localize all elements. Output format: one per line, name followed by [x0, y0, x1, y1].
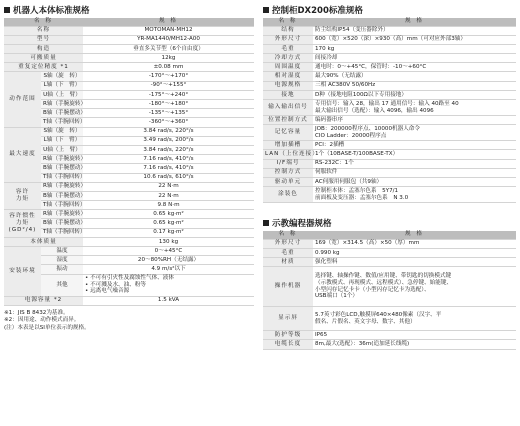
env-other-label: 其他 — [41, 274, 83, 296]
row-value: 伺服软件 — [313, 168, 516, 177]
row-label: 毛重 — [263, 44, 313, 53]
square-bullet-icon — [4, 7, 10, 13]
row-value: IP65 — [313, 331, 516, 340]
row-label: 接地 — [263, 90, 313, 99]
axis-label: T轴（手腕回转） — [43, 201, 86, 208]
axis-label: R轴（手腕旋转） — [43, 183, 87, 190]
axis-value: 3.84 rad/s, 220°/s — [83, 145, 254, 154]
env-item-value: 4.9 m/s²以下 — [83, 265, 254, 274]
axis-value: 7.16 rad/s, 410°/s — [83, 155, 254, 164]
env-item-label: 振动 — [41, 265, 83, 274]
controller-spec-section — [263, 4, 516, 350]
row-label: 名称 — [4, 26, 83, 35]
axis-label: U轴（上 臂） — [41, 145, 83, 154]
row-label: 冷却方式 — [263, 54, 313, 63]
row-value: ±0.08 mm — [83, 63, 254, 72]
row-label: 外形尺寸 — [263, 239, 313, 248]
row-label: 毛重 — [263, 248, 313, 257]
row-value: YR-MA1440/MH12-A00 — [83, 35, 254, 44]
io-value: 专用信号：输入 28，输出 17 通用信号：输入 40路至 40 最大输出信号（选配）：输入 4096，输出 4096 — [313, 100, 516, 116]
row-value: 防尘结构IP54（变压器除外） — [313, 26, 516, 35]
axis-value: 7.16 rad/s, 410°/s — [83, 164, 254, 173]
row-value: PCI：2插槽 — [313, 141, 516, 150]
row-value: 170 kg — [313, 44, 516, 53]
row-label: 位置控制方式 — [263, 116, 313, 125]
axis-label: R轴（手腕旋转） — [43, 100, 87, 107]
row-label: 可搬质量 — [4, 54, 83, 63]
axis-value: 0.65 kg·m² — [83, 210, 254, 219]
paint-value: 控制柜本体：孟塞尔色系 5Y7/1 前面板及变压器：孟塞尔色系 N 3.0 — [313, 187, 516, 203]
axis-label: L轴（下 臂） — [41, 81, 83, 90]
header-spec: 规 格 — [83, 18, 254, 26]
row-value: AC伺服用伺服包（共9轴） — [313, 177, 516, 186]
header-name: 名 称 — [263, 231, 313, 239]
row-value: 最大90%（无结露） — [313, 72, 516, 81]
axis-value: -360°～+360° — [83, 118, 254, 127]
row-label: 结构 — [263, 26, 313, 35]
row-value: 12kg — [83, 54, 254, 63]
axis-label: L轴（下 臂） — [41, 136, 83, 145]
axis-value: 3.84 rad/s, 220°/s — [83, 127, 254, 136]
row-label: 重复定位精度 *1 — [4, 63, 83, 72]
row-label: 电缆长度 — [263, 340, 313, 349]
power-value: 1.5 kVA — [83, 296, 254, 305]
axis-label: R轴（手腕旋转） — [43, 210, 87, 217]
row-value: 600（宽）×520（深）×930（高）mm（可对应外部3轴） — [313, 35, 516, 44]
row-label: 相对湿度 — [263, 72, 313, 81]
row-label: 周围温度 — [263, 63, 313, 72]
axis-label: B轴（手腕摆动） — [43, 109, 86, 116]
row-value: D种（接地电阻100Ω以下专用接地） — [313, 90, 516, 99]
inertia-label: 容许惯性 力矩 (GD²/4) — [4, 210, 41, 238]
env-item-value: 0～+45°C — [83, 247, 254, 256]
axis-label: B轴（手腕摆动） — [43, 220, 86, 227]
teach-pendant-title: 示教编程器规格 — [263, 217, 516, 231]
row-value: 强化塑料 — [313, 258, 516, 267]
range-label: 动作范围 — [4, 72, 41, 127]
row-value: 通电时：0～+45°C，保管时：-10～+60°C — [313, 63, 516, 72]
display-value: 5.7英寸彩色LCD,触摸屏640×480像素（汉字、平 假名、片假名、英文字母、数字、其他） — [313, 307, 516, 331]
moment-label: 容许 力矩 — [4, 182, 41, 210]
axis-value: -175°～+240° — [83, 90, 254, 99]
axis-label: T轴（手腕回转） — [43, 229, 86, 236]
memory-label: 记忆容量 — [263, 125, 313, 141]
axis-value: -180°～+180° — [83, 100, 254, 109]
row-label: 外形尺寸 — [263, 35, 313, 44]
axis-label: S轴（旋 转） — [41, 72, 83, 81]
header-name: 名 称 — [4, 18, 83, 26]
controller-spec-table — [263, 18, 516, 203]
env-item-label: 温度 — [41, 247, 83, 256]
robot-spec-title: 机器人本体标准规格 — [4, 4, 254, 18]
row-value: 8m,最大(选配）：36m(追加延长线缆) — [313, 340, 516, 349]
row-label: 控制方式 — [263, 168, 313, 177]
axis-label: T轴（手腕回转） — [43, 174, 86, 181]
env-item-value: 20～80%RH（无结露） — [83, 256, 254, 265]
robot-spec-section — [4, 4, 254, 332]
header-spec: 规 格 — [313, 18, 516, 26]
row-label: 驱动单元 — [263, 177, 313, 186]
header-spec: 规 格 — [313, 231, 516, 239]
axis-value: 9.8 N·m — [83, 201, 254, 210]
power-label: 电源容量 *2 — [4, 296, 83, 305]
footnotes: ※1：JIS B 8432为基准。 ※2：因用途、动作模式而异。 (注）本表是以SI单位表示的规格。 — [4, 309, 90, 331]
axis-label: S轴（旋 转） — [41, 127, 83, 136]
robot-spec-table — [4, 18, 254, 306]
op-label: 操作机器 — [263, 267, 313, 307]
row-value: 169（宽）×314.5（高）×50（厚）mm — [313, 239, 516, 248]
row-label: 材质 — [263, 258, 313, 267]
axis-value: 0.17 kg·m² — [83, 228, 254, 237]
row-value: 垂直多关节型（6个自由度） — [83, 44, 254, 53]
env-label: 安装环境 — [4, 247, 41, 297]
axis-value: 0.65 kg·m² — [83, 219, 254, 228]
paint-label: 涂装色 — [263, 187, 313, 203]
axis-label: T轴（手腕回转） — [43, 119, 86, 126]
header-name: 名 称 — [263, 18, 313, 26]
axis-label: B轴（手腕摆动） — [43, 192, 86, 199]
row-label: 增加插槽 — [263, 141, 313, 150]
row-label: 防护等级 — [263, 331, 313, 340]
row-label: 型号 — [4, 35, 83, 44]
axis-value: 22 N·m — [83, 182, 254, 191]
row-value: 间接冷却 — [313, 54, 516, 63]
axis-label: U轴（上 臂） — [41, 90, 83, 99]
env-item-label: 湿度 — [41, 256, 83, 265]
axis-label: R轴（手腕旋转） — [43, 155, 87, 162]
axis-value: -170°～+170° — [83, 72, 254, 81]
row-label: 电源规格 — [263, 81, 313, 90]
memory-value: JOB：200000程序点、10000机器人命令 CIO Ladder：20000程序点 — [313, 125, 516, 141]
row-value: 1个（10BASE-T/100BASE-TX） — [313, 150, 516, 159]
controller-spec-title: 控制柜DX200标准规格 — [263, 4, 516, 18]
axis-value: 22 N·m — [83, 191, 254, 200]
row-label: I/F端号 — [263, 159, 313, 168]
square-bullet-icon — [263, 220, 269, 226]
square-bullet-icon — [263, 7, 269, 13]
teach-pendant-table — [263, 231, 516, 349]
axis-value: 10.6 rad/s, 610°/s — [83, 173, 254, 182]
mass-value: 130 kg — [83, 237, 254, 246]
row-value: 三相 AC380V 50/60Hz — [313, 81, 516, 90]
axis-value: -135°～+135° — [83, 109, 254, 118]
speed-label: 最大速度 — [4, 127, 41, 182]
display-label: 显示屏 — [263, 307, 313, 331]
op-value: 选择键、轴操作键、数值/应用键、带钥匙的切换模式键 （示教模式、再现模式、远程模式）、急停键、始能键、 小型闪存记忆卡卡（小型闪存记忆卡为选配）、 USB端口（1个） — [313, 267, 516, 307]
io-label: 输入输出信号 — [263, 100, 313, 116]
axis-value: 3.49 rad/s, 200°/s — [83, 136, 254, 145]
row-label: 构造 — [4, 44, 83, 53]
mass-label: 本体质量 — [4, 237, 83, 246]
axis-label: B轴（手腕摆动） — [43, 165, 86, 171]
row-value: 编码器串序 — [313, 116, 516, 125]
row-value: 0.990 kg — [313, 248, 516, 257]
row-value: RS-232C：1个 — [313, 159, 516, 168]
env-other-value: • 不可有引火性及腐蚀性气体、液体 • 不可溅及水、油、粉等 • 远离电气噪音源 — [83, 274, 254, 296]
axis-value: -90°～+155° — [83, 81, 254, 90]
row-label: LAN（上位连接） — [265, 151, 319, 158]
row-value: MOTOMAN-MH12 — [83, 26, 254, 35]
